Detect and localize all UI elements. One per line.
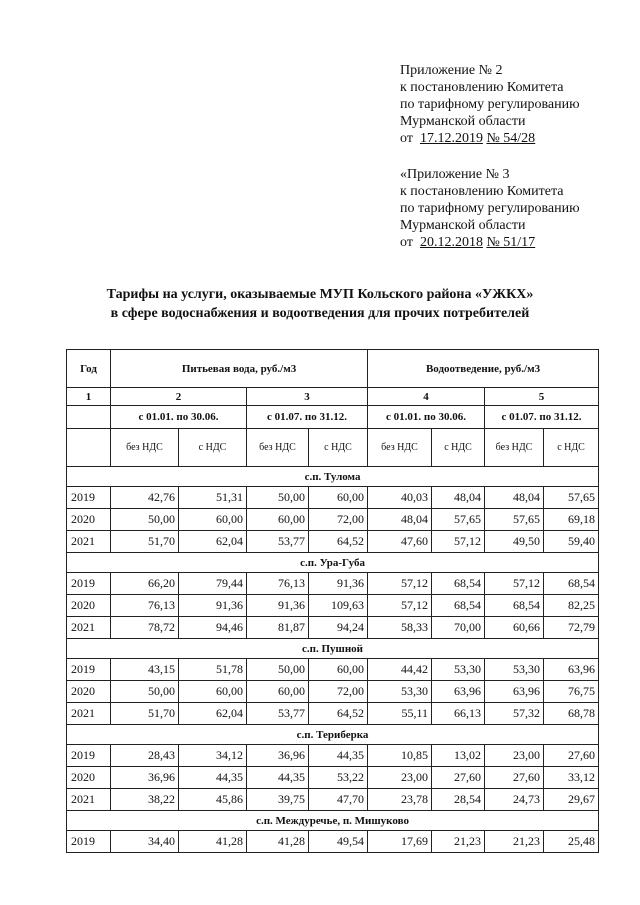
tariff-cell: 53,30 bbox=[432, 659, 485, 681]
header-year: Год bbox=[67, 350, 111, 388]
tariff-cell: 63,96 bbox=[432, 681, 485, 703]
tariff-cell: 60,00 bbox=[309, 659, 368, 681]
period-cell: с 01.01. по 30.06. bbox=[368, 406, 485, 429]
vat-cell: без НДС bbox=[485, 429, 544, 467]
tariff-cell: 47,70 bbox=[309, 789, 368, 811]
table-row bbox=[67, 745, 599, 767]
tariff-cell: 69,18 bbox=[544, 509, 599, 531]
tariff-cell: 28,54 bbox=[432, 789, 485, 811]
table-row bbox=[67, 831, 599, 853]
table-row bbox=[67, 767, 599, 789]
tariff-cell: 41,28 bbox=[247, 831, 309, 853]
appendix-line: к постановлению Комитета bbox=[400, 184, 564, 199]
tariff-cell: 94,24 bbox=[309, 617, 368, 639]
tariff-cell: 51,70 bbox=[111, 703, 179, 725]
tariff-cell: 50,00 bbox=[111, 681, 179, 703]
table-row bbox=[67, 617, 599, 639]
tariff-cell: 94,46 bbox=[179, 617, 247, 639]
tariff-cell: 48,04 bbox=[368, 509, 432, 531]
tariff-cell: 50,00 bbox=[111, 509, 179, 531]
header-drinking-water: Питьевая вода, руб./м3 bbox=[111, 350, 368, 388]
year-cell: 2021 bbox=[67, 789, 111, 811]
column-number: 2 bbox=[111, 388, 247, 406]
vat-cell: без НДС bbox=[368, 429, 432, 467]
vat-cell: с НДС bbox=[544, 429, 599, 467]
table-row bbox=[67, 659, 599, 681]
vat-spacer bbox=[67, 429, 111, 467]
tariff-cell: 91,36 bbox=[309, 573, 368, 595]
tariff-cell: 27,60 bbox=[485, 767, 544, 789]
appendix-line: Мурманской области bbox=[400, 218, 526, 233]
tariff-cell: 17,69 bbox=[368, 831, 432, 853]
tariff-cell: 29,67 bbox=[544, 789, 599, 811]
tariff-cell: 53,30 bbox=[485, 659, 544, 681]
document-title bbox=[0, 285, 640, 323]
column-number: 5 bbox=[485, 388, 599, 406]
tariff-cell: 76,13 bbox=[247, 573, 309, 595]
resolution-number: № 51/17 bbox=[486, 235, 536, 250]
tariff-cell: 60,00 bbox=[179, 681, 247, 703]
column-number: 3 bbox=[247, 388, 368, 406]
vat-cell: с НДС bbox=[432, 429, 485, 467]
appendix-line: Приложение № 2 bbox=[400, 63, 503, 78]
period-cell: с 01.01. по 30.06. bbox=[111, 406, 247, 429]
tariff-cell: 48,04 bbox=[485, 487, 544, 509]
tariff-cell: 24,73 bbox=[485, 789, 544, 811]
date-prefix: от bbox=[400, 131, 413, 146]
year-cell: 2021 bbox=[67, 703, 111, 725]
tariff-cell: 27,60 bbox=[432, 767, 485, 789]
column-number: 4 bbox=[368, 388, 485, 406]
tariff-cell: 50,00 bbox=[247, 659, 309, 681]
tariff-cell: 57,32 bbox=[485, 703, 544, 725]
year-cell: 2020 bbox=[67, 767, 111, 789]
period-spacer bbox=[67, 406, 111, 429]
year-cell: 2019 bbox=[67, 487, 111, 509]
date-prefix: от bbox=[400, 235, 413, 250]
tariff-cell: 53,22 bbox=[309, 767, 368, 789]
header-sewerage: Водоотведение, руб./м3 bbox=[368, 350, 599, 388]
table-row bbox=[67, 487, 599, 509]
tariff-cell: 53,30 bbox=[368, 681, 432, 703]
appendix-line: по тарифному регулированию bbox=[400, 97, 580, 112]
vat-cell: без НДС bbox=[247, 429, 309, 467]
table-row bbox=[67, 573, 599, 595]
tariff-cell: 82,25 bbox=[544, 595, 599, 617]
tariff-cell: 34,40 bbox=[111, 831, 179, 853]
tariff-cell: 70,00 bbox=[432, 617, 485, 639]
appendix-date-line bbox=[400, 234, 580, 251]
tariff-table bbox=[66, 349, 599, 853]
year-cell: 2020 bbox=[67, 681, 111, 703]
resolution-date: 17.12.2019 bbox=[419, 131, 483, 146]
tariff-cell: 68,54 bbox=[544, 573, 599, 595]
appendix-line: по тарифному регулированию bbox=[400, 201, 580, 216]
tariff-cell: 58,33 bbox=[368, 617, 432, 639]
tariff-cell: 27,60 bbox=[544, 745, 599, 767]
tariff-cell: 25,48 bbox=[544, 831, 599, 853]
tariff-cell: 60,00 bbox=[247, 681, 309, 703]
tariff-cell: 57,12 bbox=[368, 573, 432, 595]
table-row bbox=[67, 531, 599, 553]
settlement-row bbox=[67, 467, 599, 487]
header-row bbox=[67, 350, 599, 388]
tariff-cell: 36,96 bbox=[247, 745, 309, 767]
appendix-note-3 bbox=[400, 166, 580, 251]
vat-cell: с НДС bbox=[179, 429, 247, 467]
table-row bbox=[67, 509, 599, 531]
table-row bbox=[67, 789, 599, 811]
tariff-cell: 91,36 bbox=[247, 595, 309, 617]
tariff-cell: 60,00 bbox=[309, 487, 368, 509]
tariff-cell: 66,13 bbox=[432, 703, 485, 725]
tariff-cell: 60,66 bbox=[485, 617, 544, 639]
tariff-cell: 57,65 bbox=[485, 509, 544, 531]
tariff-cell: 68,54 bbox=[432, 573, 485, 595]
settlement-row bbox=[67, 811, 599, 831]
tariff-cell: 47,60 bbox=[368, 531, 432, 553]
resolution-number: № 54/28 bbox=[486, 131, 536, 146]
appendix-date-line bbox=[400, 130, 580, 147]
appendix-line: Мурманской области bbox=[400, 114, 526, 129]
resolution-date: 20.12.2018 bbox=[419, 235, 483, 250]
tariff-cell: 76,75 bbox=[544, 681, 599, 703]
tariff-cell: 60,00 bbox=[247, 509, 309, 531]
tariff-cell: 66,20 bbox=[111, 573, 179, 595]
tariff-cell: 10,85 bbox=[368, 745, 432, 767]
tariff-cell: 23,00 bbox=[485, 745, 544, 767]
settlement-name: с.п. Ура-Губа bbox=[67, 553, 599, 573]
settlement-name: с.п. Тулома bbox=[67, 467, 599, 487]
tariff-cell: 59,40 bbox=[544, 531, 599, 553]
tariff-cell: 44,35 bbox=[309, 745, 368, 767]
tariff-cell: 28,43 bbox=[111, 745, 179, 767]
tariff-cell: 109,63 bbox=[309, 595, 368, 617]
tariff-cell: 79,44 bbox=[179, 573, 247, 595]
table-row bbox=[67, 595, 599, 617]
year-cell: 2019 bbox=[67, 573, 111, 595]
settlement-name: с.п. Междуречье, п. Мишуково bbox=[67, 811, 599, 831]
tariff-cell: 44,42 bbox=[368, 659, 432, 681]
tariff-cell: 64,52 bbox=[309, 531, 368, 553]
tariff-cell: 68,78 bbox=[544, 703, 599, 725]
year-cell: 2021 bbox=[67, 617, 111, 639]
tariff-cell: 57,12 bbox=[368, 595, 432, 617]
tariff-cell: 33,12 bbox=[544, 767, 599, 789]
period-cell: с 01.07. по 31.12. bbox=[485, 406, 599, 429]
tariff-cell: 57,12 bbox=[432, 531, 485, 553]
tariff-cell: 40,03 bbox=[368, 487, 432, 509]
tariff-cell: 23,78 bbox=[368, 789, 432, 811]
tariff-cell: 21,23 bbox=[432, 831, 485, 853]
year-cell: 2019 bbox=[67, 831, 111, 853]
tariff-cell: 68,54 bbox=[485, 595, 544, 617]
vat-cell: с НДС bbox=[309, 429, 368, 467]
title-line-2: в сфере водоснабжения и водоотведения для прочих потребителей bbox=[110, 306, 530, 321]
tariff-cell: 68,54 bbox=[432, 595, 485, 617]
settlement-row bbox=[67, 639, 599, 659]
tariff-cell: 64,52 bbox=[309, 703, 368, 725]
tariff-cell: 62,04 bbox=[179, 531, 247, 553]
column-number-row bbox=[67, 388, 599, 406]
tariff-cell: 76,13 bbox=[111, 595, 179, 617]
tariff-cell: 81,87 bbox=[247, 617, 309, 639]
settlement-row bbox=[67, 553, 599, 573]
tariff-cell: 62,04 bbox=[179, 703, 247, 725]
vat-row bbox=[67, 429, 599, 467]
tariff-cell: 57,12 bbox=[485, 573, 544, 595]
tariff-cell: 13,02 bbox=[432, 745, 485, 767]
table-row bbox=[67, 681, 599, 703]
tariff-cell: 57,65 bbox=[432, 509, 485, 531]
year-cell: 2019 bbox=[67, 659, 111, 681]
tariff-cell: 63,96 bbox=[544, 659, 599, 681]
tariff-cell: 60,00 bbox=[179, 509, 247, 531]
settlement-name: с.п. Пушной bbox=[67, 639, 599, 659]
tariff-cell: 57,65 bbox=[544, 487, 599, 509]
tariff-cell: 36,96 bbox=[111, 767, 179, 789]
tariff-cell: 48,04 bbox=[432, 487, 485, 509]
settlement-row bbox=[67, 725, 599, 745]
year-cell: 2020 bbox=[67, 509, 111, 531]
period-row bbox=[67, 406, 599, 429]
tariff-cell: 39,75 bbox=[247, 789, 309, 811]
tariff-cell: 21,23 bbox=[485, 831, 544, 853]
vat-cell: без НДС bbox=[111, 429, 179, 467]
tariff-cell: 51,31 bbox=[179, 487, 247, 509]
tariff-cell: 72,79 bbox=[544, 617, 599, 639]
year-cell: 2020 bbox=[67, 595, 111, 617]
tariff-cell: 44,35 bbox=[247, 767, 309, 789]
tariff-cell: 72,00 bbox=[309, 681, 368, 703]
tariff-cell: 44,35 bbox=[179, 767, 247, 789]
table-row bbox=[67, 703, 599, 725]
tariff-cell: 72,00 bbox=[309, 509, 368, 531]
appendix-note-2 bbox=[400, 62, 580, 147]
settlement-name: с.п. Териберка bbox=[67, 725, 599, 745]
tariff-cell: 63,96 bbox=[485, 681, 544, 703]
title-line-1: Тарифы на услуги, оказываемые МУП Кольского района «УЖКХ» bbox=[106, 287, 534, 302]
tariff-cell: 34,12 bbox=[179, 745, 247, 767]
tariff-cell: 91,36 bbox=[179, 595, 247, 617]
tariff-cell: 41,28 bbox=[179, 831, 247, 853]
tariff-cell: 53,77 bbox=[247, 531, 309, 553]
tariff-cell: 43,15 bbox=[111, 659, 179, 681]
tariff-cell: 38,22 bbox=[111, 789, 179, 811]
tariff-cell: 51,70 bbox=[111, 531, 179, 553]
tariff-cell: 78,72 bbox=[111, 617, 179, 639]
tariff-cell: 51,78 bbox=[179, 659, 247, 681]
tariff-cell: 49,50 bbox=[485, 531, 544, 553]
tariff-cell: 45,86 bbox=[179, 789, 247, 811]
tariff-cell: 50,00 bbox=[247, 487, 309, 509]
tariff-cell: 42,76 bbox=[111, 487, 179, 509]
year-cell: 2021 bbox=[67, 531, 111, 553]
period-cell: с 01.07. по 31.12. bbox=[247, 406, 368, 429]
appendix-line: к постановлению Комитета bbox=[400, 80, 564, 95]
tariff-cell: 55,11 bbox=[368, 703, 432, 725]
tariff-cell: 49,54 bbox=[309, 831, 368, 853]
tariff-cell: 23,00 bbox=[368, 767, 432, 789]
tariff-cell: 53,77 bbox=[247, 703, 309, 725]
column-number: 1 bbox=[67, 388, 111, 406]
appendix-line: «Приложение № 3 bbox=[400, 167, 510, 182]
year-cell: 2019 bbox=[67, 745, 111, 767]
